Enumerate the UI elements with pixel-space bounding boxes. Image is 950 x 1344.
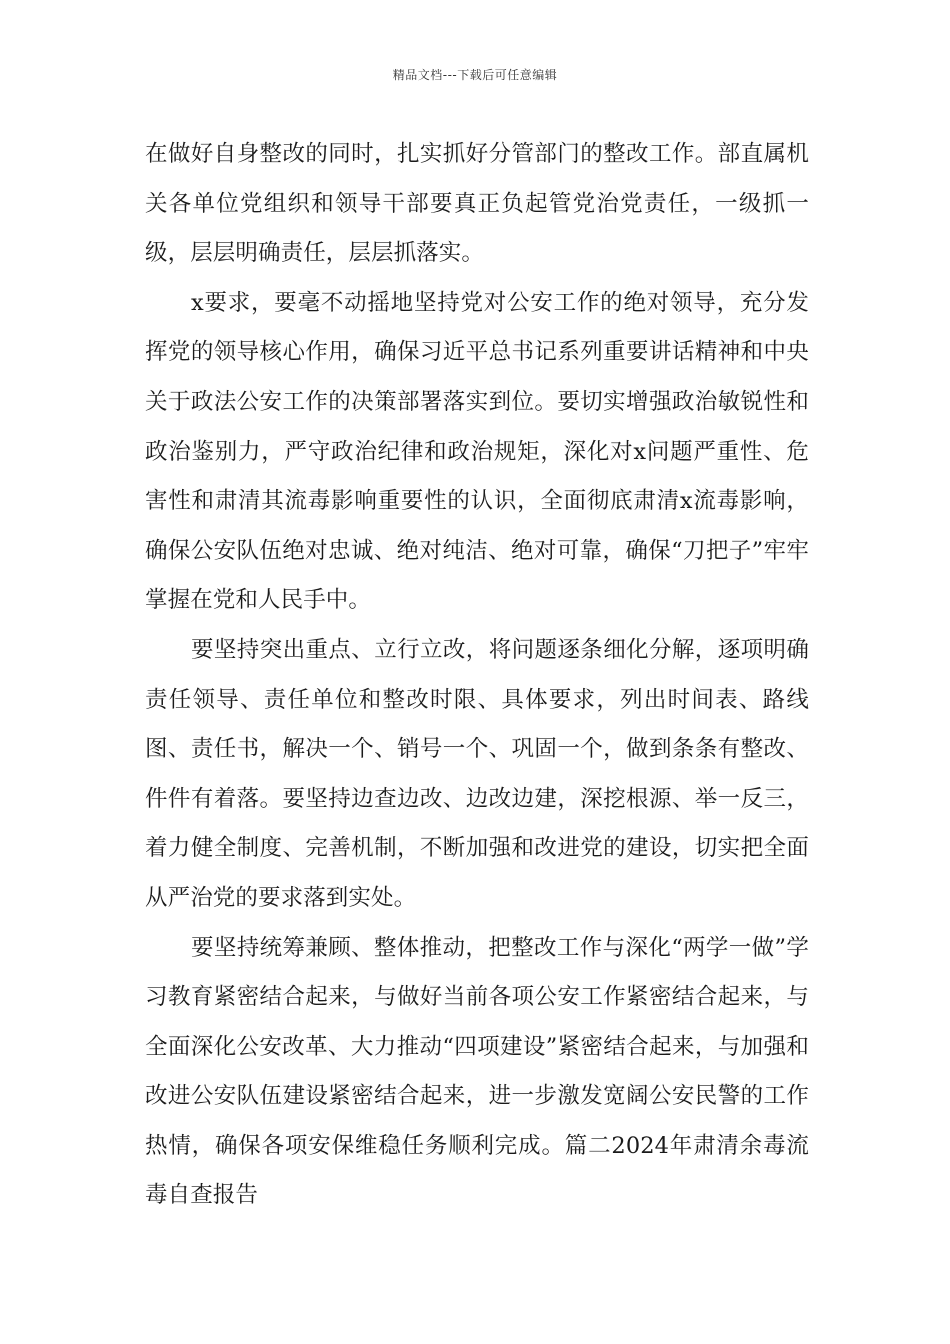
paragraph-2: x要求，要毫不动摇地坚持党对公安工作的绝对领导，充分发挥党的领导核心作用，确保习近平总书记系列重要讲话精神和中央关于政法公安工作的决策部署落实到位。要切实增强政治敏锐性和政治鉴别力，严守政治纪律和政治规矩，深化对x问题严重性、危害性和肃清其流毒影响重要性的认识，全面彻底肃清x流毒影响，确保公安队伍绝对忠诚、绝对纯洁、绝对可靠，确保“刀把子”牢牢掌握在党和人民手中。 xyxy=(145,289,809,614)
paragraph-3: 要坚持突出重点、立行立改，将问题逐条细化分解，逐项明确责任领导、责任单位和整改时限、具体要求，列出时间表、路线图、责任书，解决一个、销号一个、巩固一个，做到条条有整改、件件有着落。要坚持边查边改、边改边建，深挖根源、举一反三，着力健全制度、完善机制，不断加强和改进党的建设，切实把全面从严治党的要求落到实处。 xyxy=(145,636,809,911)
paragraph-4: 要坚持统筹兼顾、整体推动，把整改工作与深化“两学一做”学习教育紧密结合起来，与做好当前各项公安工作紧密结合起来，与全面深化公安改革、大力推动“四项建设”紧密结合起来，与加强和改进公安队伍建设紧密结合起来，进一步激发宽阔公安民警的工作热情，确保各项安保维稳任务顺利完成。篇二2024年肃清余毒流毒自查报告 xyxy=(145,934,809,1209)
paragraph-1: 在做好自身整改的同时，扎实抓好分管部门的整改工作。部直属机关各单位党组织和领导干部要真正负起管党治党责任，一级抓一级，层层明确责任，层层抓落实。 xyxy=(145,141,809,267)
document-body xyxy=(145,130,809,1221)
page-header: 精品文档---下载后可任意编辑 xyxy=(392,68,558,82)
